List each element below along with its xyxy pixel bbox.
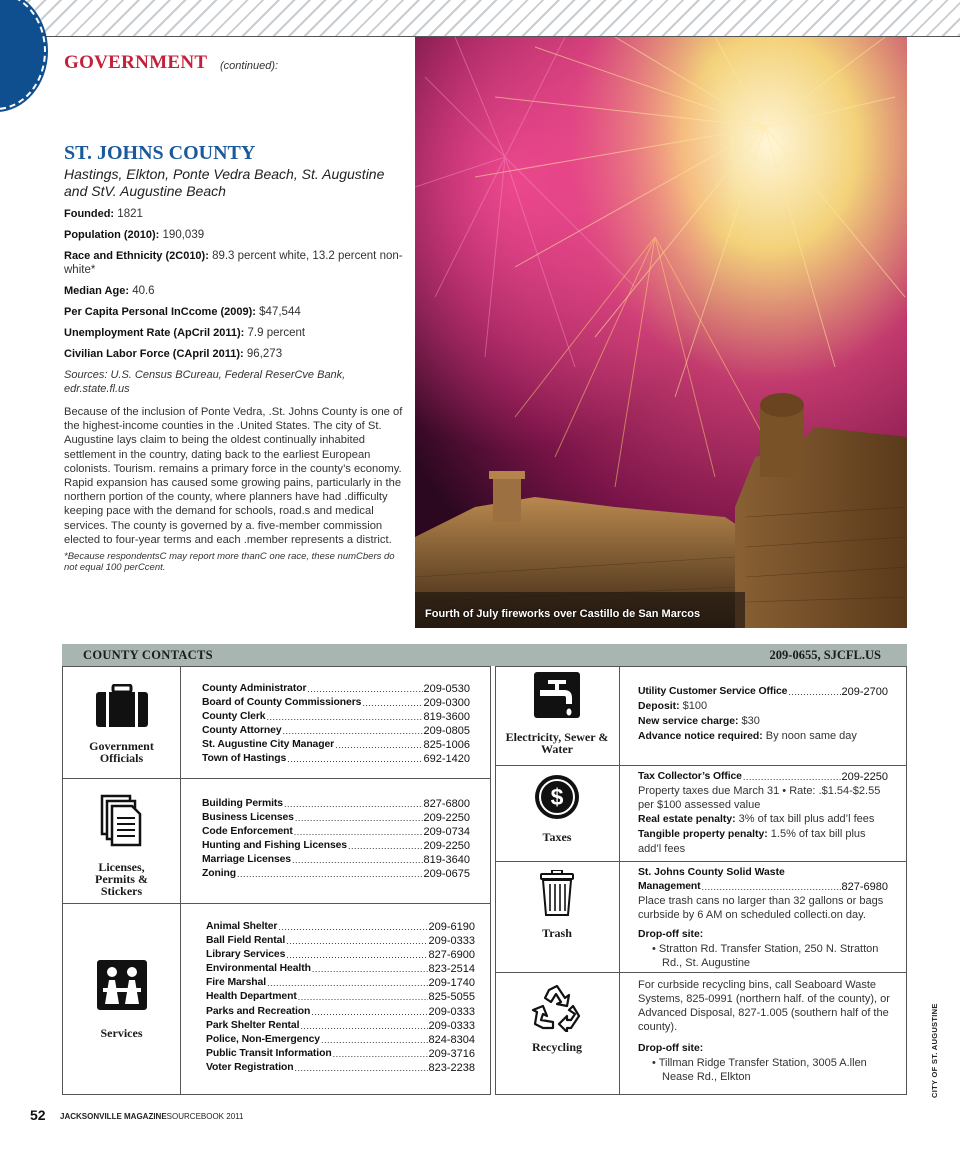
- category-services: [64, 960, 179, 1039]
- list-item: Health Department ..... 825-5055: [206, 990, 475, 1004]
- list-item: Fire Marshal ..... 209-1740: [206, 976, 475, 990]
- faucet-icon: [534, 672, 580, 722]
- list-item: Ball Field Rental ..... 209-0333: [206, 934, 475, 948]
- county-title: ST. JOHNS COUNTY: [64, 142, 256, 164]
- top-stripe-band: [0, 0, 960, 37]
- category-recycling: [496, 984, 618, 1053]
- category-utilities: [496, 672, 618, 755]
- page-number: 52: [30, 1107, 46, 1123]
- taxes-real-estate: Real estate penalty: 3% of tax bill plus add’l fees: [638, 813, 875, 826]
- utilities-info: [638, 685, 888, 744]
- fact-median-age: Median Age: 40.6: [64, 285, 155, 297]
- section-continued: (continued):: [220, 60, 279, 72]
- photo-caption: Fourth of July fireworks over Castillo de San Marcos: [425, 608, 701, 620]
- sources: Sources: U.S. Census BCureau, Federal ReserCve Bank, edr.state.fl.us: [64, 369, 346, 395]
- section-title: GOVERNMENT: [64, 52, 208, 73]
- county-cities: Hastings, Elkton, Ponte Vedra Beach, St. Augustine and StV. Augustine Beach: [64, 166, 385, 199]
- recycle-icon: [531, 984, 583, 1032]
- category-government-label: Government Officials: [89, 739, 154, 765]
- left-row-line-1: [62, 778, 491, 779]
- category-taxes-label: Taxes: [542, 830, 572, 844]
- list-item: Board of County Commissioners ..... 209-0300: [202, 696, 470, 710]
- licenses-list: [202, 797, 470, 882]
- utilities-charge: New service charge: $30: [638, 715, 760, 728]
- category-recycling-label: Recycling: [532, 1040, 582, 1054]
- category-licenses: [64, 794, 179, 897]
- list-item: Business Licenses ..... 209-2250: [202, 811, 470, 825]
- right-row-line-3: [495, 972, 907, 973]
- list-item: Code Enforcement ..... 209-0734: [202, 825, 470, 839]
- list-item: Library Services ..... 827-6900: [206, 948, 475, 962]
- trash-dropoff-site: • Stratton Rd. Transfer Station, 250 N. Stratton Rd., St. Augustine: [652, 943, 879, 970]
- utilities-office-row: Utility Customer Service Office ..... 209-2700: [638, 685, 888, 699]
- utilities-notice: Advance notice required: By noon same day: [638, 730, 857, 743]
- list-item: County Attorney ..... 209-0805: [202, 724, 470, 738]
- taxes-office-row: Tax Collector’s Office ..... 209-2250: [638, 770, 888, 784]
- services-list: [206, 920, 475, 1075]
- fact-labor-force: Civilian Labor Force (CApril 2011): 96,273: [64, 348, 283, 360]
- fact-race: Race and Ethnicity (2C010): 89.3 percent white, 13.2 percent non-white*: [64, 250, 403, 276]
- fireworks-photo: [415, 37, 907, 628]
- trash-dropoff-label: Drop-off site:: [638, 929, 704, 941]
- left-divider: [180, 666, 181, 1095]
- right-row-line-2: [495, 861, 907, 862]
- contacts-main-phone: 209-0655, SJCFL.US: [769, 648, 881, 662]
- list-item: Voter Registration ..... 823-2238: [206, 1061, 475, 1075]
- category-services-label: Services: [100, 1026, 143, 1040]
- contacts-header: [62, 644, 907, 666]
- list-item: St. Augustine City Manager ..... 825-1006: [202, 738, 470, 752]
- list-item: Building Permits ..... 827-6800: [202, 797, 470, 811]
- list-item: County Administrator ..... 209-0530: [202, 682, 470, 696]
- right-divider: [619, 666, 620, 1095]
- category-taxes: [496, 774, 618, 843]
- recycling-curbside: For curbside recycling bins, call Seaboard Waste Systems, 825-0991 (northern half. of the county), or Advanced Disposal, 827-1.005 (southern half of the county).: [638, 979, 890, 1033]
- list-item: Animal Shelter ..... 209-6190: [206, 920, 475, 934]
- footnote: *Because respondentsC may report more thanC one race, these numCbers do not equal 100 perCcent.: [64, 551, 395, 574]
- fact-income: Per Capita Personal InCcome (2009): $47,544: [64, 306, 301, 318]
- fact-population: Population (2010): 190,039: [64, 229, 205, 241]
- fireworks-illustration: [415, 37, 907, 628]
- list-item: Public Transit Information ..... 209-3716: [206, 1047, 475, 1061]
- list-item: Parks and Recreation ..... 209-0333: [206, 1005, 475, 1019]
- dollar-icon: [534, 774, 580, 820]
- category-trash-label: Trash: [542, 926, 572, 940]
- contacts-title: COUNTY CONTACTS: [83, 648, 213, 662]
- left-row-line-2: [62, 903, 491, 904]
- people-service-icon: [97, 960, 147, 1010]
- list-item: Zoning ..... 209-0675: [202, 867, 470, 881]
- taxes-info: [638, 770, 888, 856]
- fact-founded: Founded: 1821: [64, 208, 143, 220]
- recycling-dropoff-label: Drop-off site:: [638, 1043, 704, 1054]
- trash-office-line1: St. Johns County Solid Waste: [638, 867, 785, 878]
- list-item: Police, Non-Emergency ..... 824-8304: [206, 1033, 475, 1047]
- list-item: Marriage Licenses ..... 819-3640: [202, 853, 470, 867]
- category-trash: [496, 870, 618, 939]
- list-item: Hunting and Fishing Licenses ..... 209-2250: [202, 839, 470, 853]
- list-item: Park Shelter Rental ..... 209-0333: [206, 1019, 475, 1033]
- trash-office-row: Management ..... 827-6980: [638, 880, 888, 894]
- fact-unemployment: Unemployment Rate (ApCril 2011): 7.9 percent: [64, 327, 306, 339]
- right-row-line-1: [495, 765, 907, 766]
- taxes-rate: Property taxes due March 31 • Rate: .$1.54-$2.55 per $100 assessed value: [638, 785, 881, 812]
- trash-info: [638, 865, 888, 970]
- footer-publication: JACKSONVILLE MAGAZINESOURCEBOOK 2011: [60, 1112, 244, 1121]
- list-item: County Clerk ..... 819-3600: [202, 710, 470, 724]
- category-licenses-label: Licenses, Permits & Stickers: [95, 860, 148, 898]
- county-facts: [64, 207, 409, 573]
- category-utilities-label: Electricity, Sewer & Water: [505, 730, 609, 756]
- list-item: Town of Hastings ..... 692-1420: [202, 752, 470, 766]
- list-item: Environmental Health ..... 823-2514: [206, 962, 475, 976]
- briefcase-icon: [95, 684, 149, 728]
- recycling-info: [638, 978, 890, 1084]
- svg-text:$: $: [550, 784, 564, 810]
- utilities-deposit: Deposit: $100: [638, 700, 708, 713]
- trash-schedule: Place trash cans no larger than 32 gallons or bags curbside by 6 AM on scheduled collecti.on day.: [638, 895, 884, 922]
- recycling-dropoff-site: • Tillman Ridge Transfer Station, 3005 A.llen Nease Rd., Elkton: [652, 1057, 867, 1083]
- trash-can-icon: [539, 870, 575, 916]
- category-government: [64, 684, 179, 764]
- county-description: Because of the inclusion of Ponte Vedra, .St. Johns County is one of the highest-income counties in the .United States. The city of St. Augustine lays claim to being the oldest continually inhabited settlement in the country, dating back to the earliest European colonists. Tourism. remains a primary force in the county’s economy. Rapid expansion has caused some growing pains, particularly in the northern portion of the county, where planners have had .difficulty keeping pace with the demand for schools, road.s and medical services. The county is governed by a. five-member commission elected to four-year terms and each .member represents a district.: [64, 406, 403, 546]
- documents-icon: [100, 794, 144, 848]
- government-list: [202, 682, 470, 767]
- taxes-tangible: Tangible property penalty: 1.5% of tax bill plus add’l fees: [638, 828, 866, 856]
- side-running-head: CITY OF ST. AUGUSTINE: [930, 1003, 939, 1098]
